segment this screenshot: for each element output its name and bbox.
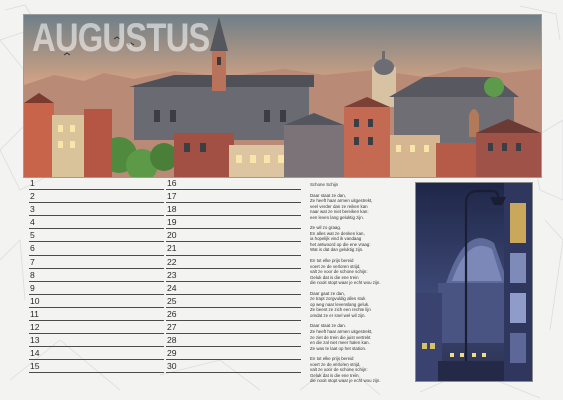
poem-line: Ze heeft haar armen uitgestrekt, xyxy=(310,329,373,335)
poem-line: valt ze voor de schone schijn: xyxy=(310,367,368,373)
day-row[interactable] xyxy=(29,229,164,242)
day-row[interactable] xyxy=(29,216,164,229)
poem-stanza xyxy=(310,225,408,253)
day-number: 15 xyxy=(30,361,40,372)
day-number: 24 xyxy=(167,282,177,293)
day-row[interactable] xyxy=(29,256,164,269)
day-row[interactable] xyxy=(29,242,164,255)
poem-line: het antwoord op die ene vraag: xyxy=(310,241,371,247)
poem-line: veel verder dan ze reiken kan xyxy=(310,203,368,209)
poem-line: Ze heeft haar armen uitgestrekt, xyxy=(310,198,373,204)
day-number: 7 xyxy=(30,256,35,267)
poem-line: ze ziet de trein die juist vertrekt xyxy=(310,334,371,340)
day-row[interactable] xyxy=(166,334,301,347)
day-row[interactable] xyxy=(166,203,301,216)
day-number: 20 xyxy=(167,230,177,241)
month-title: AUGUSTUS xyxy=(32,16,210,60)
poem-line: En alles wat ze denken kan, xyxy=(310,230,365,236)
poem-line: die nooit stopt waar je echt wou zijn. xyxy=(310,280,381,286)
poem-line: Daar staat ze dan, xyxy=(310,192,346,198)
day-number: 17 xyxy=(167,191,177,202)
day-number: 4 xyxy=(30,217,35,228)
day-row[interactable] xyxy=(29,308,164,321)
day-number: 23 xyxy=(167,269,177,280)
day-row[interactable] xyxy=(29,295,164,308)
day-row[interactable] xyxy=(29,347,164,360)
day-number: 10 xyxy=(30,295,40,306)
day-row[interactable] xyxy=(166,269,301,282)
poem-stanza xyxy=(310,323,408,351)
poem-stanza xyxy=(310,291,408,319)
day-number: 30 xyxy=(167,361,177,372)
poem-line: ia hopelijk vind ik vandaag xyxy=(310,236,362,242)
day-number: 21 xyxy=(167,243,177,254)
poem-line: ze trapt zorgvuldig alles stuk xyxy=(310,296,366,302)
day-row[interactable] xyxy=(166,177,301,190)
poem-title: Schone Schijn xyxy=(310,182,339,187)
poem-line: En tot elke prijs bereid xyxy=(310,356,354,362)
poem-line: Daar gaat ze dan, xyxy=(310,290,345,296)
day-row[interactable] xyxy=(166,242,301,255)
day-row[interactable] xyxy=(29,269,164,282)
day-number: 14 xyxy=(30,348,40,359)
day-row[interactable] xyxy=(29,360,164,373)
day-row[interactable] xyxy=(29,282,164,295)
day-row[interactable] xyxy=(29,190,164,203)
day-row[interactable] xyxy=(166,308,301,321)
poem-line: Wat is dat dan geluktig zijn. xyxy=(310,247,364,253)
day-number: 9 xyxy=(30,282,35,293)
poem-line: Geluk dat is die ene trein xyxy=(310,372,359,378)
day-row[interactable] xyxy=(166,321,301,334)
poem-line: En tot elke prijs bereid xyxy=(310,258,354,264)
poem xyxy=(310,182,408,389)
poem-line: Ze wil zo graag. xyxy=(310,225,341,231)
day-number: 16 xyxy=(167,178,177,188)
day-number: 22 xyxy=(167,256,177,267)
day-row[interactable] xyxy=(166,216,301,229)
header-illustration xyxy=(23,14,542,178)
day-number: 12 xyxy=(30,322,40,333)
day-row[interactable] xyxy=(166,190,301,203)
station-night-illustration xyxy=(415,182,533,382)
poem-line: Ze beent ze zich een rechte lijn xyxy=(310,307,371,313)
poem-stanza xyxy=(310,356,408,384)
poem-line: een leven lang geluktig zijn. xyxy=(310,214,364,220)
day-number: 26 xyxy=(167,308,177,319)
day-number: 6 xyxy=(30,243,35,254)
day-row[interactable] xyxy=(166,295,301,308)
poem-stanza xyxy=(310,258,408,286)
day-row[interactable] xyxy=(166,282,301,295)
day-row[interactable] xyxy=(166,360,301,373)
day-row[interactable] xyxy=(166,229,301,242)
poem-line: omdat ze er snel wel wil zijn. xyxy=(310,312,366,318)
poem-line: op weg naar levenslang geluk. xyxy=(310,301,370,307)
day-number: 5 xyxy=(30,230,35,241)
days-column-1 xyxy=(29,177,164,373)
day-number: 29 xyxy=(167,348,177,359)
day-number: 2 xyxy=(30,191,35,202)
station-image xyxy=(416,183,532,381)
poem-line: en die zal niet meer halen kan. xyxy=(310,340,370,346)
poem-line: valt ze voor de schone schijn: xyxy=(310,269,368,275)
day-number: 8 xyxy=(30,269,35,280)
day-row[interactable] xyxy=(166,256,301,269)
day-row[interactable] xyxy=(29,177,164,190)
day-row[interactable] xyxy=(29,203,164,216)
poem-line: Daar staat ze dan. xyxy=(310,323,346,329)
days-column-2 xyxy=(166,177,301,373)
day-number: 18 xyxy=(167,204,177,215)
day-number: 28 xyxy=(167,335,177,346)
day-number: 11 xyxy=(30,308,39,319)
day-number: 27 xyxy=(167,322,177,333)
day-row[interactable] xyxy=(29,321,164,334)
day-number: 3 xyxy=(30,204,35,215)
day-row[interactable] xyxy=(166,347,301,360)
day-number: 1 xyxy=(30,178,35,188)
day-number: 19 xyxy=(167,217,177,228)
day-number: 13 xyxy=(30,335,40,346)
poem-line: voert ze de verloren strijd, xyxy=(310,263,361,269)
poem-line: Ze was te laat op het station. xyxy=(310,345,367,351)
poem-stanza xyxy=(310,193,408,221)
poem-line: Geluk dat is die ene trein xyxy=(310,274,359,280)
day-row[interactable] xyxy=(29,334,164,347)
poem-line: die nooit stopt waar je echt wou zijn. xyxy=(310,378,381,384)
poem-line: voert ze de verloren strijd, xyxy=(310,361,361,367)
poem-line: naar wat ze niet bereiken kan: xyxy=(310,209,369,215)
day-number: 25 xyxy=(167,295,177,306)
